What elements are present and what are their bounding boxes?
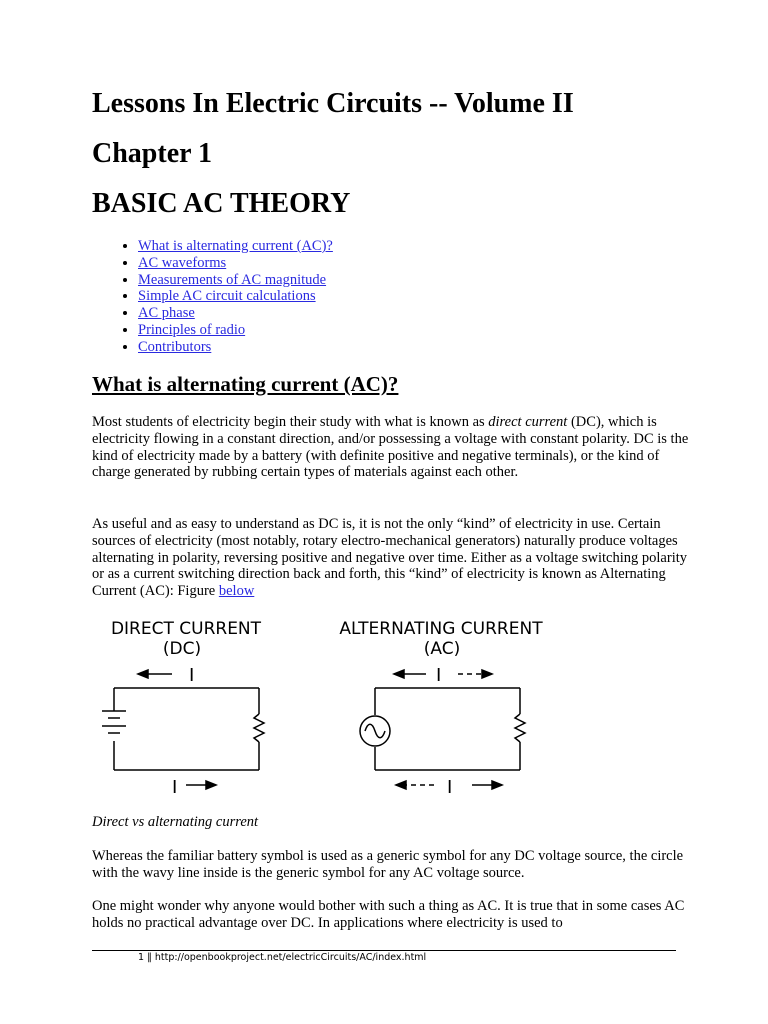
ac-resistor [515,714,525,742]
toc-link-calculations[interactable]: Simple AC circuit calculations [138,288,316,305]
toc-item [138,339,333,356]
figure-link-below[interactable]: below [218,583,255,600]
paragraph-1 [92,414,692,481]
ac-arrow-top-right-dashed-icon [458,670,492,678]
dc-label-line-1: DIRECT CURRENT [110,619,262,639]
ac-circuit [375,688,525,770]
chapter-heading: Chapter 1 [92,138,213,169]
toc-link-measurements[interactable]: Measurements of AC magnitude [138,271,327,288]
ac-arrow-bottom-left-dashed-icon [396,781,434,789]
dc-current-label-top: I [189,665,195,686]
toc-link-what-is-ac[interactable]: What is alternating current (AC)? [138,238,333,254]
ac-current-label-top: I [436,665,442,686]
section-heading: What is alternating current (AC)? [92,372,399,396]
ac-current-label-bottom: I [447,777,453,798]
ac-label-line-1: ALTERNATING CURRENT [339,619,543,639]
figure-caption: Direct vs alternating current [92,814,259,830]
toc-item [138,272,333,289]
toc-link-radio[interactable]: Principles of radio [138,321,246,338]
toc-item [138,322,333,339]
paragraph-1-emphasis: direct current [488,414,568,430]
dc-label-line-2: (DC) [162,639,202,659]
paragraph-2 [92,516,692,600]
section-title: BASIC AC THEORY [92,188,351,219]
footer-divider [92,950,676,951]
paragraph-4: One might wonder why anyone would bother with such a thing as AC. It is true that in some cases AC holds no practical advantage over DC. In applications where electricity is used to [92,898,685,931]
ac-arrow-bottom-right-icon [472,781,502,789]
battery-icon [102,711,126,741]
dc-arrow-top-left-icon [138,670,172,678]
paragraph-2-text: As useful and as easy to understand as DC is, it is not the only “kind” of electricity in use. Certain sources of electricity (most notably, rotary electro-mechanical generators) naturally produce voltages alternating in polarity, reversing positive and negative over time. Either as a voltage switching polarity or as a current switching direction back and forth, this “kind” of electricity is known as Alternating Current (AC): Figure [92,516,687,600]
toc-item [138,238,333,255]
toc-item [138,305,333,322]
paragraph-3: Whereas the familiar battery symbol is used as a generic symbol for any DC voltage source, the circle with the wavy line inside is the generic symbol for any AC voltage source. [92,848,684,881]
dc-vs-ac-circuit-figure [92,612,572,802]
ac-source-icon [360,716,390,746]
dc-circuit [114,688,264,770]
table-of-contents [92,238,333,356]
paragraph-1-text-start: Most students of electricity begin their study with what is known as [92,414,489,430]
footer-url: http://openbookproject.net/electricCircuits/AC/index.html [154,952,427,963]
toc-link-contributors[interactable]: Contributors [138,338,212,355]
document-title: Lessons In Electric Circuits -- Volume II [92,88,574,119]
paragraph-1-text-end: (DC), which is electricity flowing in a constant direction, and/or possessing a voltage with constant polarity. DC is the kind of electricity made by a battery (with definite positive and negative terminals), or the kind of charge generated by rubbing certain types of materials against each other. [92,414,689,481]
footer-separator: ‖ [147,952,152,963]
toc-link-ac-phase[interactable]: AC phase [138,305,195,322]
dc-current-label-bottom: I [172,777,178,798]
toc-item [138,255,333,272]
dc-resistor [254,714,264,742]
ac-label-line-2: (AC) [423,639,461,659]
toc-link-ac-waveforms[interactable]: AC waveforms [138,254,227,271]
page-footer [138,952,426,964]
page-number: 1 [138,952,145,963]
toc-item [138,288,333,305]
ac-arrow-top-left-icon [394,670,426,678]
dc-arrow-bottom-right-icon [186,781,216,789]
